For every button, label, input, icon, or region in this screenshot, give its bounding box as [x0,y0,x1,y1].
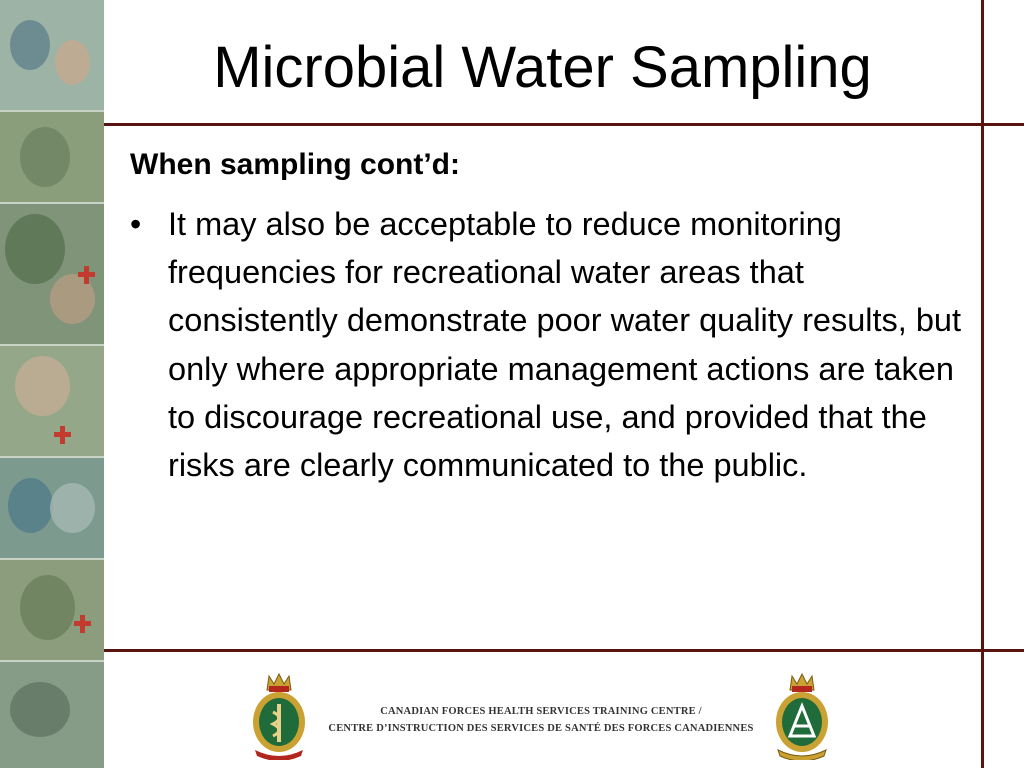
photo-collage-strip [0,0,104,768]
collage-photo [0,204,104,346]
footer-line-french: CENTRE D’INSTRUCTION DES SERVICES DE SANTÉ DES FORCES CANADIENNES [328,723,754,734]
collage-photo [0,346,104,458]
slide-title: Microbial Water Sampling [213,35,872,100]
footer-line-english: CANADIAN FORCES HEALTH SERVICES TRAINING CENTRE / [380,706,702,717]
title-divider-line [104,123,1024,126]
bullet-marker: • [130,206,142,242]
bullet-item [130,200,970,489]
collage-photo [0,0,104,112]
collage-photo [0,112,104,204]
frame-vertical-line [981,0,984,768]
medical-crest-icon [247,672,311,760]
bullet-text: It may also be acceptable to reduce monitoring frequencies for recreational water areas that consistently demonstrate poor water quality results, but only where appropriate management actions are taken to discourage recreational use, and provided that the risks are clearly communicated to the public. [168,206,962,484]
training-centre-crest-icon [770,672,834,760]
collage-photo [0,458,104,560]
collage-photo [0,662,104,768]
collage-photo [0,560,104,662]
slide-subheading: When sampling cont’d: [130,148,460,181]
